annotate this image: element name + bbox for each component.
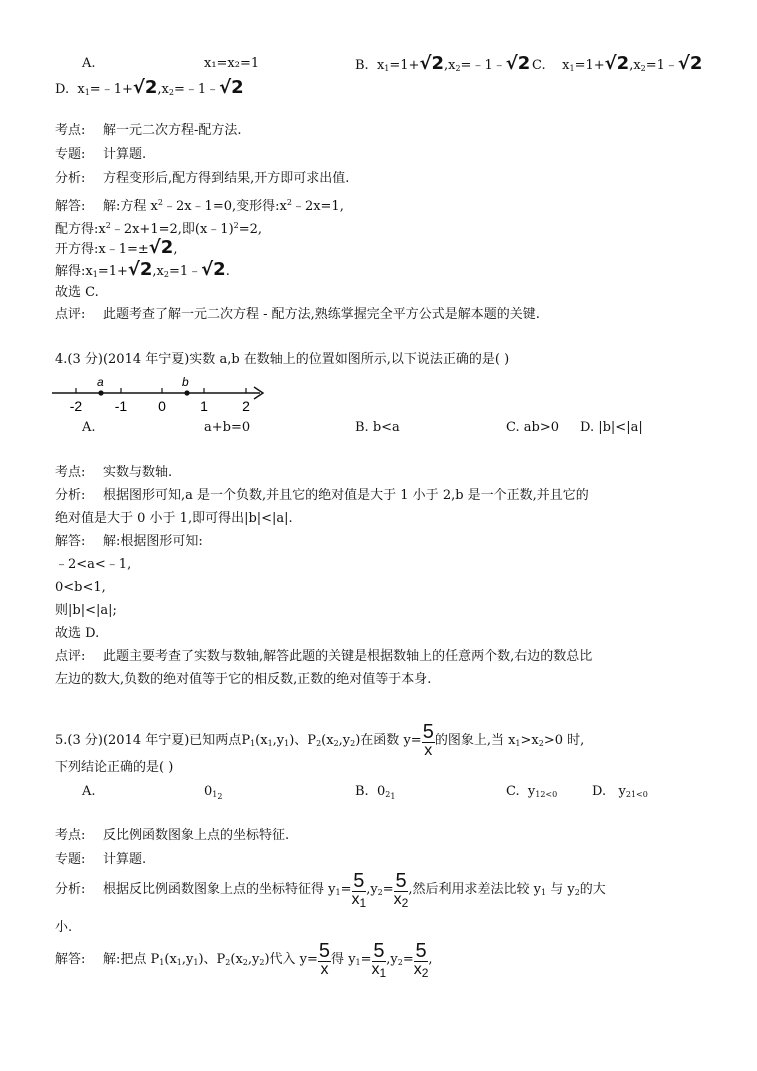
q3-peifang: 配方得$:x^2﹣2x+1=2$,即(x﹣1)$^2$=2, (55, 221, 263, 237)
q3-jieda: 解答: 解:方程 $x^2﹣2x﹣1=0$,变形得$:x^2﹣2x=1$, (55, 198, 344, 214)
point-b-dot (184, 390, 189, 395)
q4-number-line (50, 372, 272, 416)
tick-label: 2 (242, 398, 250, 414)
q4-jieda: 解答: 解:根据图形可知: (55, 534, 203, 549)
q5-option-a-label: A. (82, 784, 96, 799)
q4-fenxi-1: 分析: 根据图形可知,a 是一个负数,并且它的绝对值是大于 1 小于 2,b 是一个正数,并且它的 (55, 488, 589, 503)
q4-jieda-4: 则|b|<|a|; (55, 603, 117, 618)
tick-label: -1 (114, 398, 128, 414)
q4-option-c: C. ab>0 (506, 420, 559, 435)
tick-label: 0 (158, 398, 166, 414)
tick-label: -2 (69, 398, 83, 414)
q3-zhuanti: 专题: 计算题. (55, 147, 147, 162)
q5-option-b: B. $0_{21}$ (355, 784, 396, 801)
q3-guxuan: 故选 C. (55, 285, 99, 300)
q3-jiede: 解得$:x_1=1+√2,x_2=1﹣√2$. (55, 259, 230, 280)
q3-option-c: C. $x_1=1+√2,x_2=1﹣√2$ (532, 53, 703, 74)
q4-dianping-1: 点评: 此题主要考查了实数与数轴,解答此题的关键是根据数轴上的任意两个数,右边的数总比 (55, 649, 593, 664)
q4-option-b: B. b<a (355, 420, 400, 435)
q4-jieda-3: 0<b<1, (55, 580, 106, 595)
q4-guxuan: 故选 D. (55, 626, 100, 641)
point-a-dot (98, 390, 103, 395)
q5-jieda: 解答: 解:把点 $P_1(x_1,y_1)$、$P_2(x_2,y_2)$代入 y= $\frac{5}{x}$ 得 $y_1=$ $\frac{5}{x1}$ $,y_2=$ $\frac{5}{x2}$ , (55, 939, 433, 980)
q3-option-a-label: A. (82, 56, 96, 71)
q5-stem: 5.(3 分)(2014 年宁夏)已知两点$P_1(x_1,y_1)$、$P_2(x_2,y_2)$在函数 y= $\frac{5}{x}$ 的图象上,当 $x_1>x_2>0$ 时, (55, 721, 585, 759)
q3-option-a: x₁=x₂=1 (204, 56, 260, 71)
q4-option-a-label: A. (82, 420, 96, 435)
q5-stem-line2: 下列结论正确的是( ) (55, 760, 174, 775)
q5-zhuanti: 专题: 计算题. (55, 852, 147, 867)
q3-option-d: D. $x_1=﹣1+√2,x_2=﹣1﹣√2$ (55, 77, 244, 98)
q5-option-a: $0_{12}$ (204, 784, 223, 801)
q3-option-b: B. $x_1=1+√2,x_2=﹣1﹣√2$ (355, 53, 531, 74)
fraction-5-over-x: $\frac{5}{x}$ (422, 721, 434, 759)
q5-fenxi-line2: 小. (55, 920, 73, 935)
q4-option-d: D. |b|<|a| (580, 420, 643, 435)
q3-dianping: 点评: 此题考查了解一元二次方程 - 配方法,熟练掌握完全平方公式是解本题的关键. (55, 307, 540, 322)
q5-option-d: D. $y_{21<0}$ (592, 784, 648, 799)
q4-jieda-2: ﹣2<a<﹣1, (55, 557, 132, 572)
q3-fenxi: 分析: 方程变形后,配方得到结果,开方即可求出值. (55, 171, 350, 186)
q3-kaodian: 考点: 解一元二次方程-配方法. (55, 123, 242, 138)
point-a-label: a (97, 375, 104, 389)
q4-fenxi-2: 绝对值是大于 0 小于 1,即可得出|b|<|a|. (55, 511, 293, 526)
q4-stem: 4.(3 分)(2014 年宁夏)实数 a,b 在数轴上的位置如图所示,以下说法正确的是( ) (55, 352, 510, 367)
tick-label: 1 (200, 398, 208, 414)
q3-kaifang: 开方得:x﹣1=±√2, (55, 237, 178, 258)
q5-kaodian: 考点: 反比例函数图象上点的坐标特征. (55, 828, 290, 843)
q5-option-c: C. $y_{12<0}$ (506, 784, 558, 799)
q5-fenxi: 分析: 根据反比例函数图象上点的坐标特征得 $y_1=$ $\frac{5}{x1}$ $,y_2=$ $\frac{5}{x2}$ ,然后利用求差法比较 $y_1$ 与 $y_2$的大 (55, 869, 606, 910)
q4-kaodian: 考点: 实数与数轴. (55, 465, 173, 480)
point-b-label: b (182, 375, 189, 389)
q4-dianping-2: 左边的数大,负数的绝对值等于它的相反数,正数的绝对值等于本身. (55, 672, 432, 687)
q4-option-a: a+b=0 (204, 420, 251, 435)
